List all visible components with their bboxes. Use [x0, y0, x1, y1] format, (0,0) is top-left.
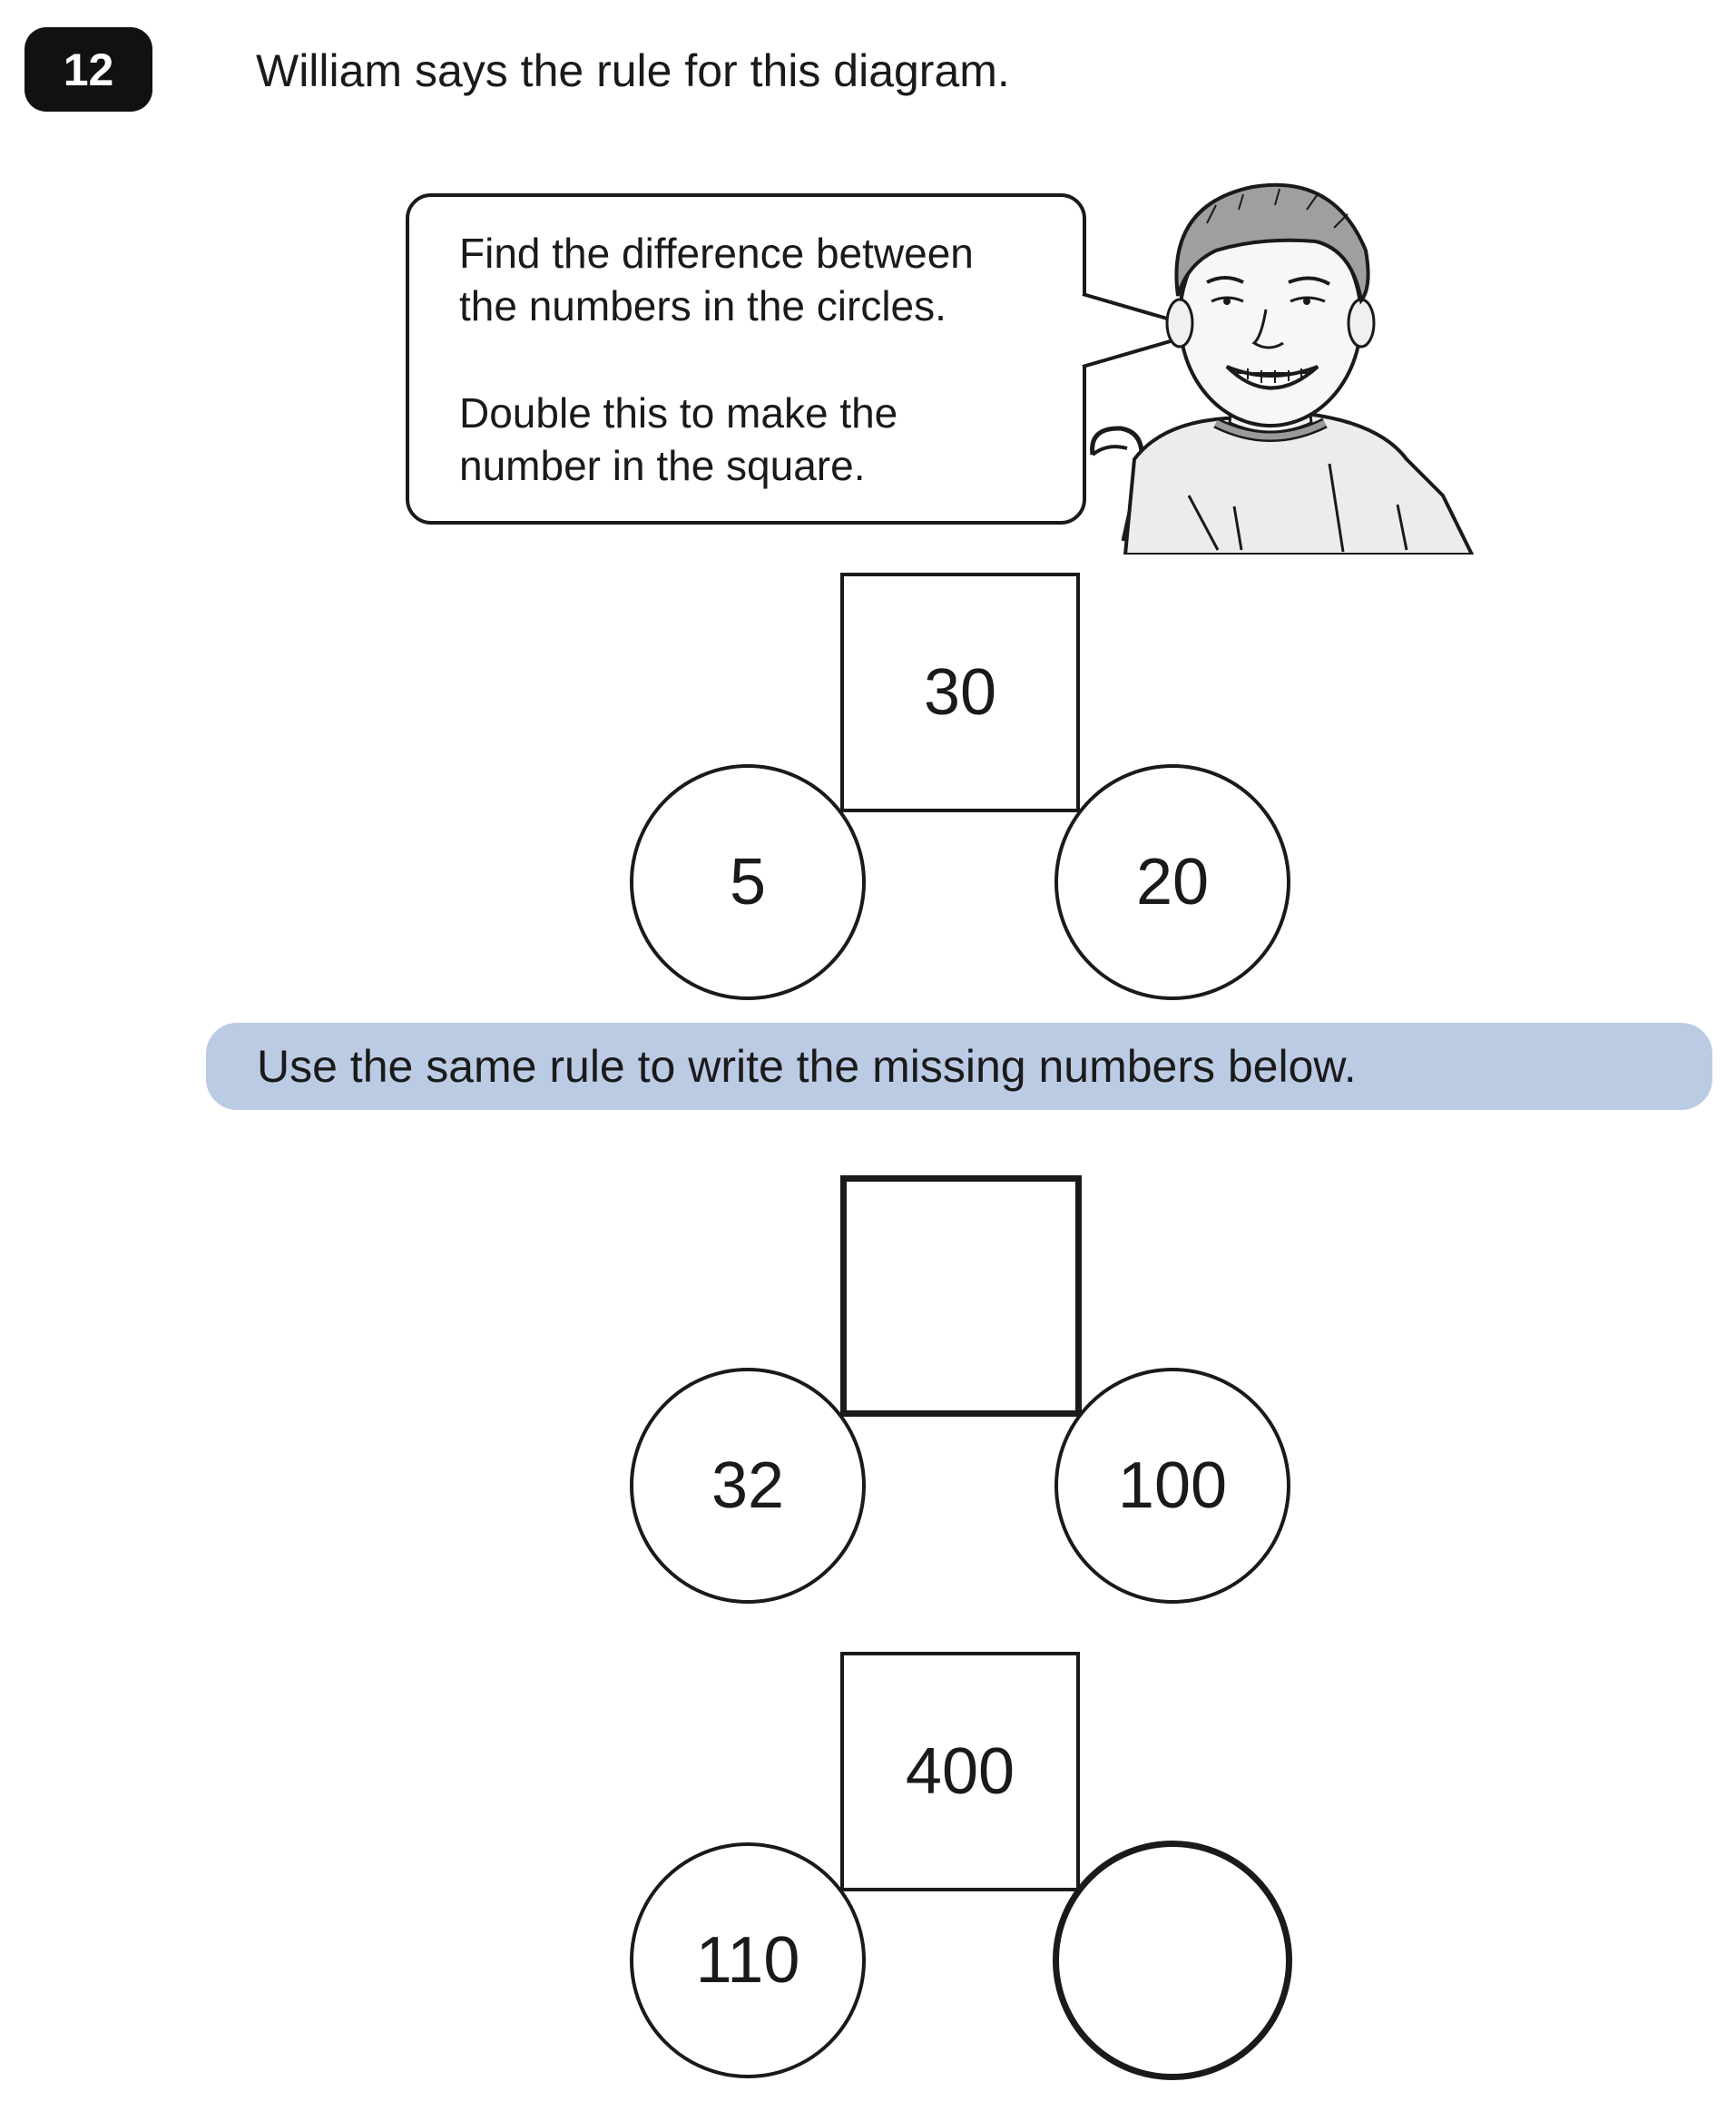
- example-square-value: 30: [923, 656, 997, 729]
- example-square: [840, 573, 1080, 812]
- bubble-line-3: Double this to make the: [459, 389, 898, 437]
- instruction-text: Use the same rule to write the missing numbers below.: [257, 1041, 1357, 1092]
- diagram3-left-circle: [630, 1842, 866, 2078]
- example-left-circle-value: 5: [729, 846, 767, 918]
- diagram3-square: [840, 1652, 1080, 1891]
- boy-illustration: [1080, 151, 1534, 555]
- diagram2-left-circle-value: 32: [711, 1449, 785, 1522]
- diagram3-left-circle-value: 110: [695, 1924, 800, 1997]
- diagram2-right-circle-value: 100: [1117, 1449, 1228, 1522]
- instruction-banner: [206, 1023, 1712, 1110]
- diagram2-left-circle: [630, 1368, 866, 1604]
- question-prompt: William says the rule for this diagram.: [256, 45, 1010, 96]
- answer-circle-1[interactable]: [1053, 1841, 1292, 2080]
- example-left-circle: [630, 764, 866, 1000]
- bubble-line-1: Find the difference between: [459, 230, 974, 277]
- question-number-badge: [25, 27, 152, 112]
- diagram2-right-circle: [1054, 1368, 1290, 1604]
- answer-square-1[interactable]: [840, 1175, 1082, 1417]
- bubble-line-4: number in the square.: [459, 442, 866, 489]
- example-right-circle: [1054, 764, 1290, 1000]
- example-right-circle-value: 20: [1135, 846, 1210, 918]
- diagram3-square-value: 400: [905, 1735, 1015, 1808]
- question-number: 12: [63, 44, 114, 95]
- bubble-line-2: the numbers in the circles.: [459, 282, 946, 329]
